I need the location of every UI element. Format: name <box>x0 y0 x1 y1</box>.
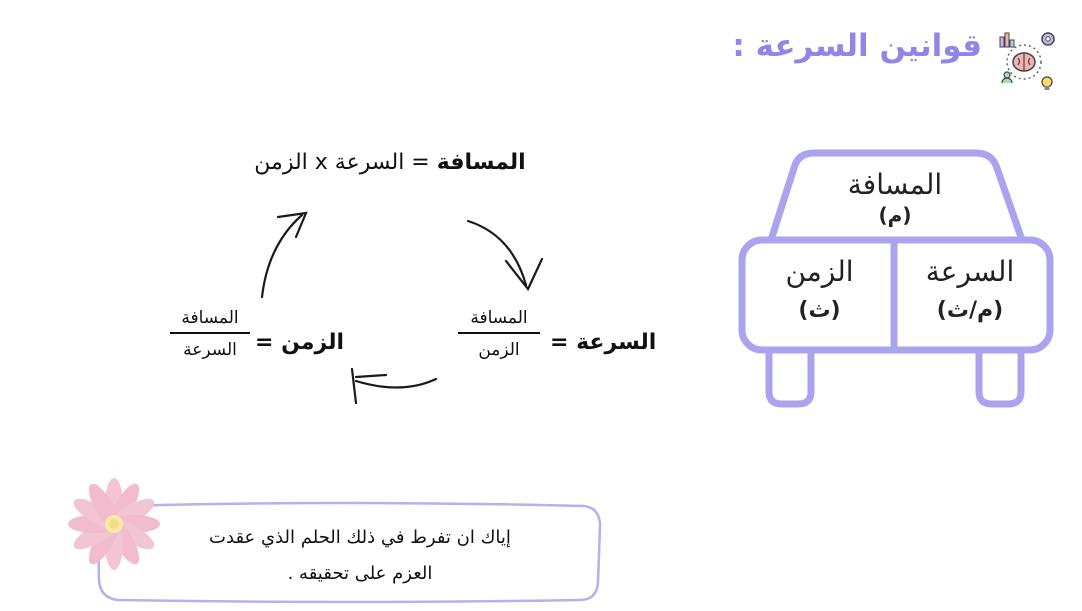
fraction-bar <box>170 332 250 334</box>
formula-time-lhs: الزمن = <box>255 330 344 355</box>
formula-time-fraction <box>170 308 250 360</box>
formula-speed-denominator: الزمن <box>478 340 520 360</box>
fraction-bar <box>458 332 540 334</box>
car-unit-time: (ث) <box>798 298 841 323</box>
formula-speed-numerator: المسافة <box>470 308 528 328</box>
car-label-speed: السرعة <box>925 255 1015 288</box>
car-unit-speed: (م/ث) <box>936 298 1004 323</box>
page-title: قوانين السرعة : <box>732 28 982 64</box>
flower-icon <box>62 474 166 578</box>
formula-distance-rhs: = السرعة x الزمن <box>254 150 430 175</box>
car-label-distance: المسافة <box>847 168 943 201</box>
formula-speed-lhs: السرعة = <box>550 330 657 355</box>
car-unit-distance: (م) <box>878 203 912 227</box>
quote-line-1: إياك ان تفرط في ذلك الحلم الذي عقدت <box>209 527 511 548</box>
car-label-time: الزمن <box>785 255 854 288</box>
formula-time-numerator: المسافة <box>181 308 239 328</box>
formula-distance <box>230 150 550 175</box>
formula-time-denominator: السرعة <box>183 340 237 360</box>
formula-distance-lhs: المسافة <box>436 150 526 175</box>
quote-text <box>160 520 560 592</box>
formula-speed-fraction <box>458 308 540 360</box>
brain-icon <box>996 28 1060 92</box>
quote-line-2: العزم على تحقيقه . <box>287 563 433 584</box>
